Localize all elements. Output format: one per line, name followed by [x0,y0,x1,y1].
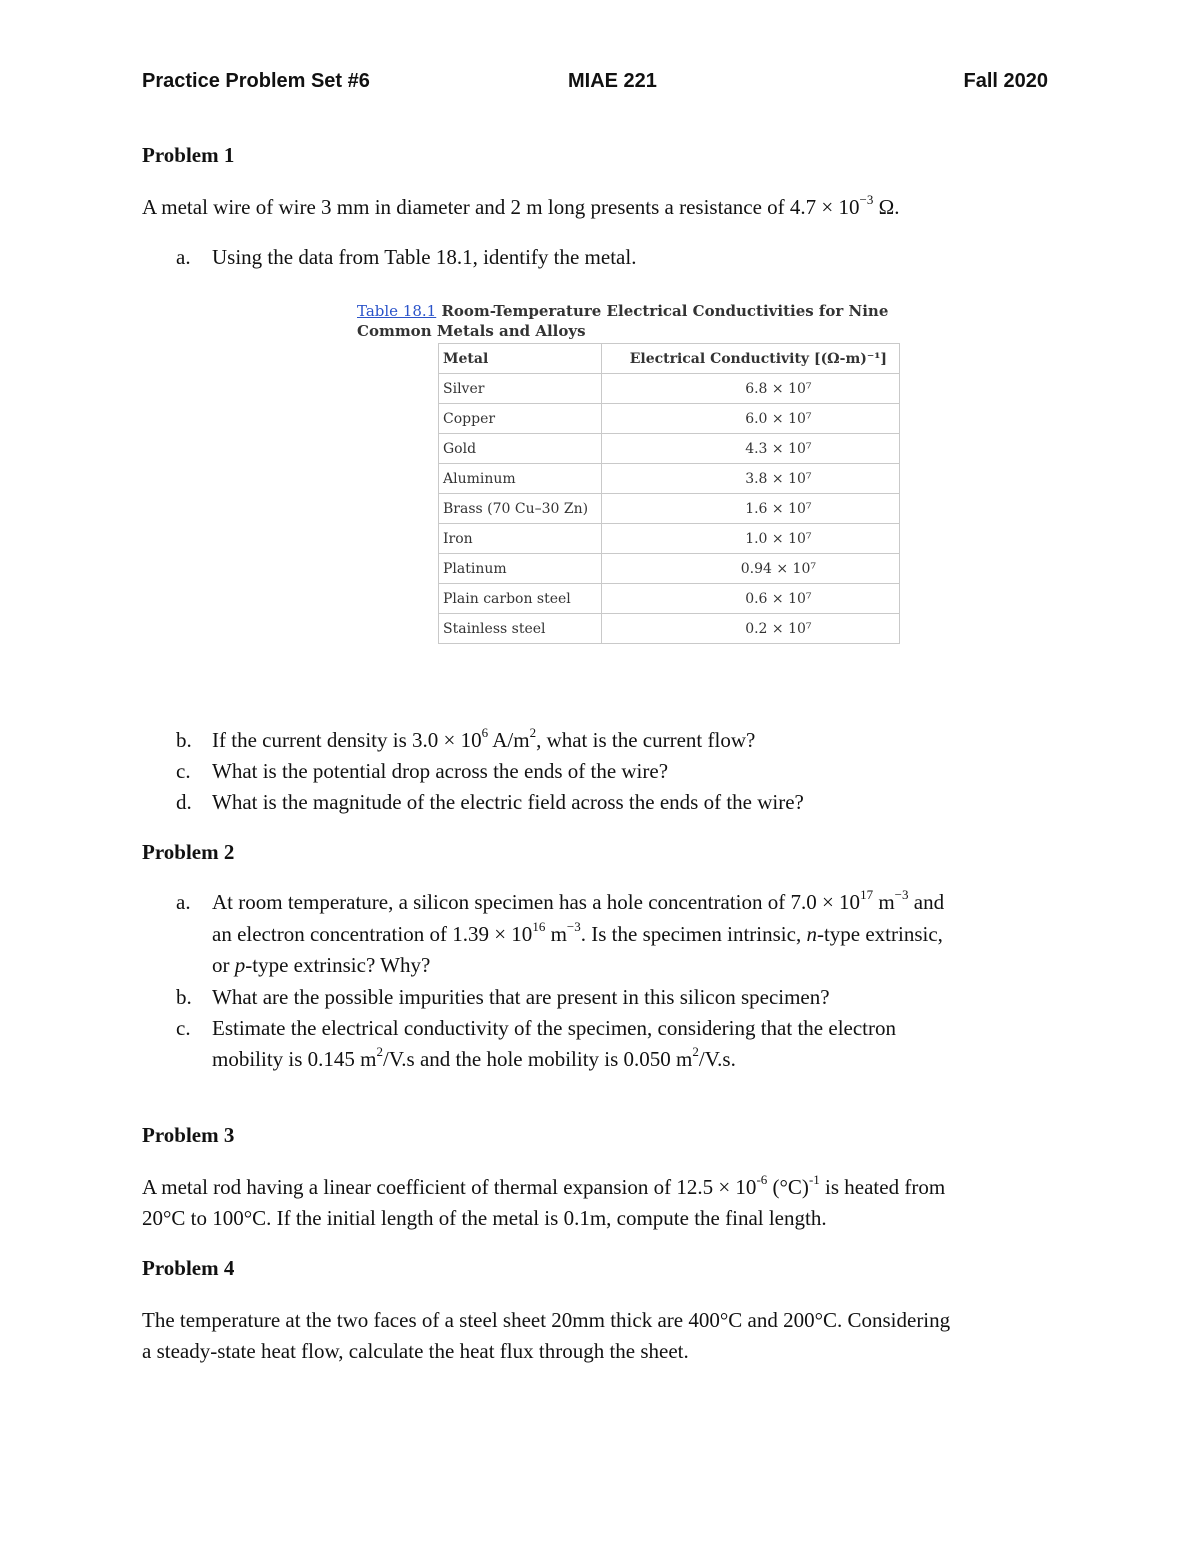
problem-4-title: Problem 4 [142,1256,235,1280]
header-term: Fall 2020 [963,70,1048,92]
table-row [439,374,900,404]
problem-1-title: Problem 1 [142,143,235,167]
table-row [439,524,900,554]
problem-3-title: Problem 3 [142,1123,235,1147]
table-header-row [439,344,900,374]
problem-4-statement-line-2: a steady-state heat flow, calculate the heat flux through the sheet. [142,1339,689,1363]
metal-cell: Copper [439,404,602,434]
conductivity-table [438,343,900,644]
metal-cell: Gold [439,434,602,464]
metal-cell: Iron [439,524,602,554]
page-header [142,70,1048,98]
conductivity-cell: 0.6 × 10⁷ [601,584,899,614]
conductivity-cell: 6.0 × 10⁷ [601,404,899,434]
metal-cell: Stainless steel [439,614,602,644]
table-reference-link[interactable]: Table 18.1 [357,302,437,320]
metal-cell: Aluminum [439,464,602,494]
metal-cell: Platinum [439,554,602,584]
header-course-code: MIAE 221 [568,70,657,92]
table-row [439,434,900,464]
table-row [439,494,900,524]
metal-cell: Plain carbon steel [439,584,602,614]
table-row [439,404,900,434]
conductivity-cell: 1.6 × 10⁷ [601,494,899,524]
header-course-set: Practice Problem Set #6 [142,70,370,92]
table-row [439,614,900,644]
conductivity-cell: 3.8 × 10⁷ [601,464,899,494]
table-row [439,554,900,584]
problem-3-statement: A metal rod having a linear coefficient of thermal expansion of $12.5 \times 10^{-6}$ $(^\circ C)^{-1}$ is heated from [142,1172,946,1199]
metal-cell: Silver [439,374,602,404]
table-caption: Table 18.1 Room-Temperature Electrical Conductivities for Nine Common Metals and Alloys [357,302,889,340]
problem-3-statement-line-2: 20°C to 100°C. If the initial length of the metal is 0.1m, compute the final length. [142,1206,827,1230]
problem-4-statement: The temperature at the two faces of a steel sheet 20mm thick are 400°C and 200°C. Considering [142,1308,951,1332]
metal-cell: Brass (70 Cu–30 Zn) [439,494,602,524]
problem-1-statement: A metal wire of wire 3 mm in diameter and 2 m long presents a resistance of $4.7 \times 10^{-3}$ Ω. [142,192,900,219]
col-header-metal: Metal [439,344,602,374]
conductivity-cell: 1.0 × 10⁷ [601,524,899,554]
conductivity-cell: 4.3 × 10⁷ [601,434,899,464]
table-row [439,464,900,494]
problem-2-title: Problem 2 [142,840,235,864]
col-header-conductivity: Electrical Conductivity [(Ω-m)⁻¹] [601,344,899,374]
conductivity-cell: 6.8 × 10⁷ [601,374,899,404]
conductivity-cell: 0.94 × 10⁷ [601,554,899,584]
conductivity-cell: 0.2 × 10⁷ [601,614,899,644]
table-row [439,584,900,614]
